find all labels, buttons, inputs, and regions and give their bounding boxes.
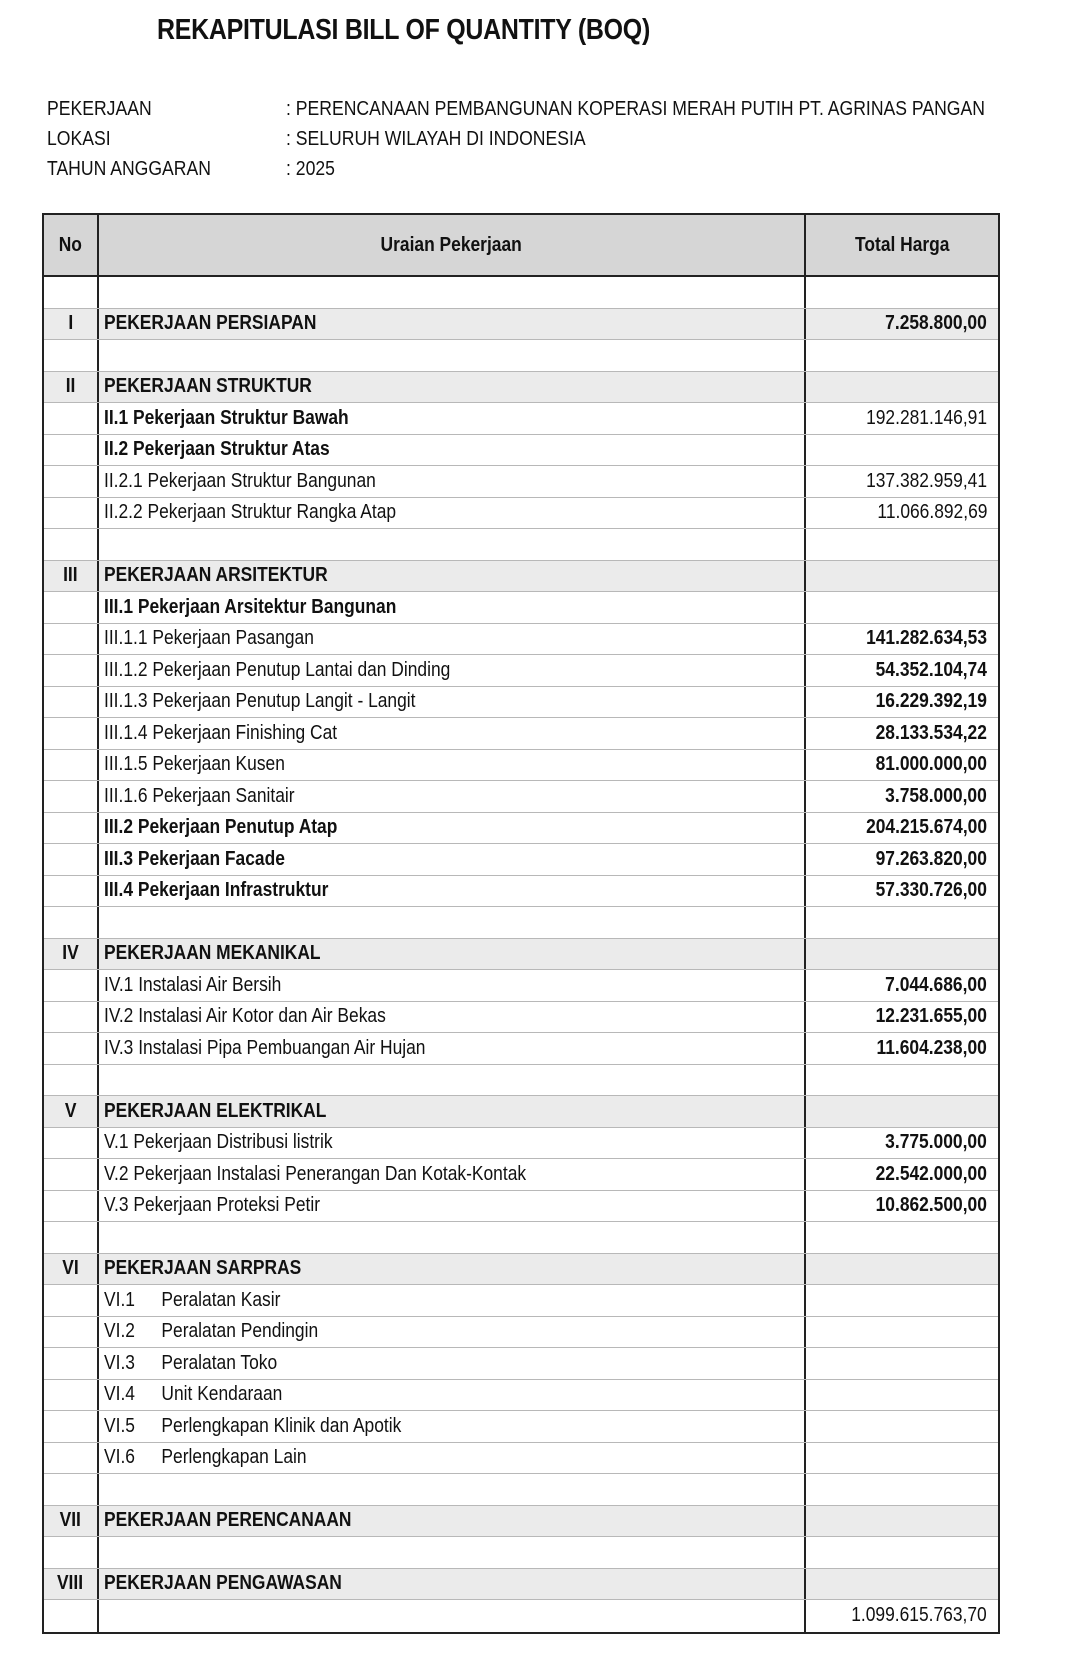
row-total: 137.382.959,41 bbox=[866, 469, 987, 492]
row-number: II bbox=[65, 375, 76, 398]
total-cell bbox=[806, 403, 998, 434]
no-cell bbox=[44, 687, 99, 718]
table-row bbox=[44, 718, 998, 750]
row-description: IV.2 Instalasi Air Kotor dan Air Bekas bbox=[104, 1005, 386, 1028]
table-row bbox=[44, 435, 998, 467]
description-cell bbox=[99, 1474, 806, 1505]
item-label: Perlengkapan Klinik dan Apotik bbox=[161, 1414, 402, 1437]
row-description: PEKERJAAN PERENCANAAN bbox=[104, 1509, 352, 1532]
total-cell bbox=[806, 277, 998, 308]
total-cell bbox=[806, 876, 998, 907]
item-label: Peralatan Pendingin bbox=[161, 1320, 319, 1343]
total-cell bbox=[806, 372, 998, 403]
row-description bbox=[104, 1383, 282, 1406]
description-cell bbox=[99, 277, 806, 308]
row-description: III.4 Pekerjaan Infrastruktur bbox=[104, 879, 329, 902]
row-description bbox=[104, 1415, 401, 1438]
row-description: II.2.1 Pekerjaan Struktur Bangunan bbox=[104, 469, 376, 492]
section-row bbox=[44, 309, 998, 341]
total-cell bbox=[806, 309, 998, 340]
total-cell bbox=[806, 1159, 998, 1190]
total-cell bbox=[806, 1222, 998, 1253]
table-header-row bbox=[44, 215, 998, 277]
info-label: LOKASI bbox=[47, 128, 111, 150]
no-cell bbox=[44, 592, 99, 623]
row-description bbox=[104, 1352, 277, 1375]
row-description: III.1.5 Pekerjaan Kusen bbox=[104, 753, 285, 776]
total-cell bbox=[806, 687, 998, 718]
total-cell bbox=[806, 655, 998, 686]
section-row bbox=[44, 1254, 998, 1286]
row-description: III.1.4 Pekerjaan Finishing Cat bbox=[104, 721, 338, 744]
description-cell bbox=[99, 1033, 806, 1064]
no-cell bbox=[44, 372, 99, 403]
table-row bbox=[44, 498, 998, 530]
row-total: 97.263.820,00 bbox=[875, 847, 987, 870]
total-cell bbox=[806, 970, 998, 1001]
header-total: Total Harga bbox=[854, 233, 950, 256]
no-cell bbox=[44, 277, 99, 308]
row-total: 81.000.000,00 bbox=[875, 753, 987, 776]
table-row bbox=[44, 687, 998, 719]
total-cell bbox=[806, 750, 998, 781]
section-row bbox=[44, 1506, 998, 1538]
total-cell bbox=[806, 624, 998, 655]
description-cell bbox=[99, 876, 806, 907]
row-description: V.2 Pekerjaan Instalasi Penerangan Dan Kotak-Kontak bbox=[104, 1162, 527, 1185]
table-row bbox=[44, 1128, 998, 1160]
header-total-cell bbox=[806, 215, 998, 275]
no-cell bbox=[44, 529, 99, 560]
boq-table bbox=[42, 213, 1000, 1634]
header-no-cell bbox=[44, 215, 99, 275]
info-value: : 2025 bbox=[286, 158, 335, 180]
table-row bbox=[44, 1380, 998, 1412]
row-description: PEKERJAAN PENGAWASAN bbox=[104, 1572, 342, 1595]
row-number: V bbox=[64, 1099, 77, 1122]
no-cell bbox=[44, 876, 99, 907]
description-cell bbox=[99, 340, 806, 371]
row-description: III.1.3 Pekerjaan Penutup Langit - Langit bbox=[104, 690, 416, 713]
header-description: Uraian Pekerjaan bbox=[380, 233, 523, 256]
no-cell bbox=[44, 498, 99, 529]
no-cell bbox=[44, 340, 99, 371]
no-cell bbox=[44, 1159, 99, 1190]
total-cell bbox=[806, 1033, 998, 1064]
total-cell bbox=[806, 939, 998, 970]
item-label: Peralatan Kasir bbox=[161, 1288, 281, 1311]
blank-row bbox=[44, 340, 998, 372]
total-cell bbox=[806, 1411, 998, 1442]
table-row bbox=[44, 813, 998, 845]
description-cell bbox=[99, 1537, 806, 1568]
description-cell bbox=[99, 781, 806, 812]
table-row bbox=[44, 1317, 998, 1349]
row-total: 1.099.615.763,70 bbox=[851, 1604, 987, 1627]
description-cell bbox=[99, 939, 806, 970]
description-cell bbox=[99, 1128, 806, 1159]
total-cell bbox=[806, 1065, 998, 1096]
no-cell bbox=[44, 1096, 99, 1127]
total-cell bbox=[806, 592, 998, 623]
item-label: Perlengkapan Lain bbox=[161, 1446, 307, 1469]
table-row bbox=[44, 403, 998, 435]
total-cell bbox=[806, 1348, 998, 1379]
no-cell bbox=[44, 781, 99, 812]
row-total: 28.133.534,22 bbox=[875, 721, 987, 744]
item-code: VI.1 bbox=[104, 1288, 135, 1311]
no-cell bbox=[44, 813, 99, 844]
description-cell bbox=[99, 624, 806, 655]
item-code: VI.6 bbox=[104, 1446, 135, 1469]
row-total: 204.215.674,00 bbox=[866, 816, 987, 839]
item-label: Peralatan Toko bbox=[161, 1351, 278, 1374]
no-cell bbox=[44, 561, 99, 592]
table-row bbox=[44, 844, 998, 876]
row-description: III.1 Pekerjaan Arsitektur Bangunan bbox=[104, 595, 397, 618]
description-cell bbox=[99, 1600, 806, 1632]
row-number: VII bbox=[59, 1509, 82, 1532]
no-cell bbox=[44, 1537, 99, 1568]
description-cell bbox=[99, 498, 806, 529]
row-description bbox=[104, 1446, 307, 1469]
blank-row bbox=[44, 1222, 998, 1254]
item-code: VI.2 bbox=[104, 1320, 135, 1343]
row-total: 3.775.000,00 bbox=[885, 1131, 987, 1154]
row-total: 54.352.104,74 bbox=[875, 658, 987, 681]
item-code: VI.5 bbox=[104, 1414, 135, 1437]
table-row bbox=[44, 592, 998, 624]
row-description bbox=[104, 1289, 280, 1312]
no-cell bbox=[44, 1222, 99, 1253]
info-row bbox=[47, 124, 1007, 154]
no-cell bbox=[44, 1254, 99, 1285]
table-row bbox=[44, 1285, 998, 1317]
row-total: 7.258.800,00 bbox=[885, 312, 987, 335]
info-label: TAHUN ANGGARAN bbox=[47, 158, 211, 180]
no-cell bbox=[44, 1348, 99, 1379]
description-cell bbox=[99, 1380, 806, 1411]
no-cell bbox=[44, 907, 99, 938]
no-cell bbox=[44, 435, 99, 466]
row-number: I bbox=[68, 312, 73, 335]
table-row bbox=[44, 466, 998, 498]
no-cell bbox=[44, 1285, 99, 1316]
total-cell bbox=[806, 1600, 998, 1632]
description-cell bbox=[99, 1411, 806, 1442]
table-row bbox=[44, 1191, 998, 1223]
total-cell bbox=[806, 1569, 998, 1600]
no-cell bbox=[44, 1317, 99, 1348]
blank-row bbox=[44, 907, 998, 939]
row-description: III.1.2 Pekerjaan Penutup Lantai dan Dinding bbox=[104, 658, 451, 681]
row-description: II.1 Pekerjaan Struktur Bawah bbox=[104, 406, 349, 429]
no-cell bbox=[44, 1128, 99, 1159]
description-cell bbox=[99, 1506, 806, 1537]
total-cell bbox=[806, 1474, 998, 1505]
no-cell bbox=[44, 1443, 99, 1474]
no-cell bbox=[44, 750, 99, 781]
no-cell bbox=[44, 1474, 99, 1505]
row-total: 12.231.655,00 bbox=[875, 1005, 987, 1028]
row-number: VIII bbox=[57, 1572, 84, 1595]
table-row bbox=[44, 1600, 998, 1632]
total-cell bbox=[806, 1537, 998, 1568]
description-cell bbox=[99, 1569, 806, 1600]
row-total: 10.862.500,00 bbox=[875, 1194, 987, 1217]
row-description: III.3 Pekerjaan Facade bbox=[104, 847, 285, 870]
no-cell bbox=[44, 1600, 99, 1632]
total-cell bbox=[806, 529, 998, 560]
no-cell bbox=[44, 718, 99, 749]
table-row bbox=[44, 1002, 998, 1034]
description-cell bbox=[99, 1191, 806, 1222]
row-total: 22.542.000,00 bbox=[875, 1162, 987, 1185]
description-cell bbox=[99, 1348, 806, 1379]
no-cell bbox=[44, 844, 99, 875]
table-row bbox=[44, 655, 998, 687]
description-cell bbox=[99, 1096, 806, 1127]
total-cell bbox=[806, 466, 998, 497]
description-cell bbox=[99, 1002, 806, 1033]
row-total: 141.282.634,53 bbox=[866, 627, 987, 650]
table-row bbox=[44, 1348, 998, 1380]
row-number: IV bbox=[62, 942, 79, 965]
table-row bbox=[44, 876, 998, 908]
total-cell bbox=[806, 1285, 998, 1316]
no-cell bbox=[44, 655, 99, 686]
total-cell bbox=[806, 1317, 998, 1348]
total-cell bbox=[806, 498, 998, 529]
total-cell bbox=[806, 1128, 998, 1159]
no-cell bbox=[44, 1380, 99, 1411]
no-cell bbox=[44, 970, 99, 1001]
item-label: Unit Kendaraan bbox=[161, 1383, 283, 1406]
total-cell bbox=[806, 1506, 998, 1537]
description-cell bbox=[99, 655, 806, 686]
section-row bbox=[44, 939, 998, 971]
row-description bbox=[104, 1320, 318, 1343]
no-cell bbox=[44, 1569, 99, 1600]
total-cell bbox=[806, 1002, 998, 1033]
description-cell bbox=[99, 1254, 806, 1285]
blank-row bbox=[44, 277, 998, 309]
description-cell bbox=[99, 403, 806, 434]
table-row bbox=[44, 970, 998, 1002]
section-row bbox=[44, 1569, 998, 1601]
blank-row bbox=[44, 529, 998, 561]
description-cell bbox=[99, 813, 806, 844]
row-total: 7.044.686,00 bbox=[885, 973, 987, 996]
no-cell bbox=[44, 939, 99, 970]
row-total: 16.229.392,19 bbox=[875, 690, 987, 713]
description-cell bbox=[99, 592, 806, 623]
no-cell bbox=[44, 309, 99, 340]
description-cell bbox=[99, 309, 806, 340]
description-cell bbox=[99, 372, 806, 403]
total-cell bbox=[806, 844, 998, 875]
info-row bbox=[47, 94, 1007, 124]
row-description: III.1.1 Pekerjaan Pasangan bbox=[104, 627, 314, 650]
no-cell bbox=[44, 403, 99, 434]
no-cell bbox=[44, 1002, 99, 1033]
description-cell bbox=[99, 750, 806, 781]
row-description: PEKERJAAN PERSIAPAN bbox=[104, 312, 317, 335]
section-row bbox=[44, 372, 998, 404]
section-row bbox=[44, 1096, 998, 1128]
row-description: PEKERJAAN STRUKTUR bbox=[104, 375, 312, 398]
total-cell bbox=[806, 340, 998, 371]
row-total: 3.758.000,00 bbox=[885, 784, 987, 807]
table-row bbox=[44, 781, 998, 813]
table-row bbox=[44, 1159, 998, 1191]
description-cell bbox=[99, 1317, 806, 1348]
row-description: V.1 Pekerjaan Distribusi listrik bbox=[104, 1131, 333, 1154]
info-value: : PERENCANAAN PEMBANGUNAN KOPERASI MERAH PUTIH PT. AGRINAS PANGAN bbox=[286, 98, 985, 120]
total-cell bbox=[806, 1254, 998, 1285]
description-cell bbox=[99, 1443, 806, 1474]
no-cell bbox=[44, 466, 99, 497]
row-description: IV.3 Instalasi Pipa Pembuangan Air Hujan bbox=[104, 1036, 426, 1059]
row-description: III.1.6 Pekerjaan Sanitair bbox=[104, 784, 295, 807]
row-total: 57.330.726,00 bbox=[875, 879, 987, 902]
total-cell bbox=[806, 1380, 998, 1411]
row-description: PEKERJAAN ELEKTRIKAL bbox=[104, 1099, 327, 1122]
no-cell bbox=[44, 1506, 99, 1537]
row-total: 11.066.892,69 bbox=[877, 501, 987, 524]
table-row bbox=[44, 750, 998, 782]
no-cell bbox=[44, 1065, 99, 1096]
header-description-cell bbox=[99, 215, 806, 275]
description-cell bbox=[99, 718, 806, 749]
total-cell bbox=[806, 1191, 998, 1222]
total-cell bbox=[806, 813, 998, 844]
no-cell bbox=[44, 624, 99, 655]
row-description: PEKERJAAN SARPRAS bbox=[104, 1257, 302, 1280]
description-cell bbox=[99, 435, 806, 466]
total-cell bbox=[806, 1443, 998, 1474]
blank-row bbox=[44, 1065, 998, 1097]
total-cell bbox=[806, 1096, 998, 1127]
total-cell bbox=[806, 561, 998, 592]
description-cell bbox=[99, 561, 806, 592]
total-cell bbox=[806, 907, 998, 938]
row-description: III.2 Pekerjaan Penutup Atap bbox=[104, 816, 338, 839]
description-cell bbox=[99, 1159, 806, 1190]
row-description: PEKERJAAN ARSITEKTUR bbox=[104, 564, 328, 587]
row-total: 11.604.238,00 bbox=[876, 1036, 987, 1059]
total-cell bbox=[806, 781, 998, 812]
blank-row bbox=[44, 1474, 998, 1506]
row-description: V.3 Pekerjaan Proteksi Petir bbox=[104, 1194, 321, 1217]
table-row bbox=[44, 1443, 998, 1475]
description-cell bbox=[99, 844, 806, 875]
description-cell bbox=[99, 1065, 806, 1096]
info-label: PEKERJAAN bbox=[47, 98, 152, 120]
blank-row bbox=[44, 1537, 998, 1569]
row-description: PEKERJAAN MEKANIKAL bbox=[104, 942, 321, 965]
project-info bbox=[47, 94, 1007, 184]
row-total: 192.281.146,91 bbox=[866, 406, 987, 429]
table-row bbox=[44, 1411, 998, 1443]
page-title: REKAPITULASI BILL OF QUANTITY (BOQ) bbox=[157, 14, 651, 46]
header-no: No bbox=[58, 233, 83, 256]
description-cell bbox=[99, 907, 806, 938]
description-cell bbox=[99, 1222, 806, 1253]
table-row bbox=[44, 1033, 998, 1065]
item-code: VI.3 bbox=[104, 1351, 135, 1374]
row-description: IV.1 Instalasi Air Bersih bbox=[104, 973, 282, 996]
total-cell bbox=[806, 718, 998, 749]
row-number: III bbox=[63, 564, 78, 587]
no-cell bbox=[44, 1411, 99, 1442]
table-body bbox=[44, 277, 998, 1632]
description-cell bbox=[99, 466, 806, 497]
description-cell bbox=[99, 970, 806, 1001]
item-code: VI.4 bbox=[104, 1383, 135, 1406]
description-cell bbox=[99, 687, 806, 718]
total-cell bbox=[806, 435, 998, 466]
info-value: : SELURUH WILAYAH DI INDONESIA bbox=[286, 128, 586, 150]
description-cell bbox=[99, 1285, 806, 1316]
row-description: II.2 Pekerjaan Struktur Atas bbox=[104, 438, 330, 461]
row-description: II.2.2 Pekerjaan Struktur Rangka Atap bbox=[104, 501, 397, 524]
no-cell bbox=[44, 1191, 99, 1222]
section-row bbox=[44, 561, 998, 593]
table-row bbox=[44, 624, 998, 656]
no-cell bbox=[44, 1033, 99, 1064]
description-cell bbox=[99, 529, 806, 560]
info-row bbox=[47, 154, 1007, 184]
row-number: VI bbox=[62, 1257, 79, 1280]
